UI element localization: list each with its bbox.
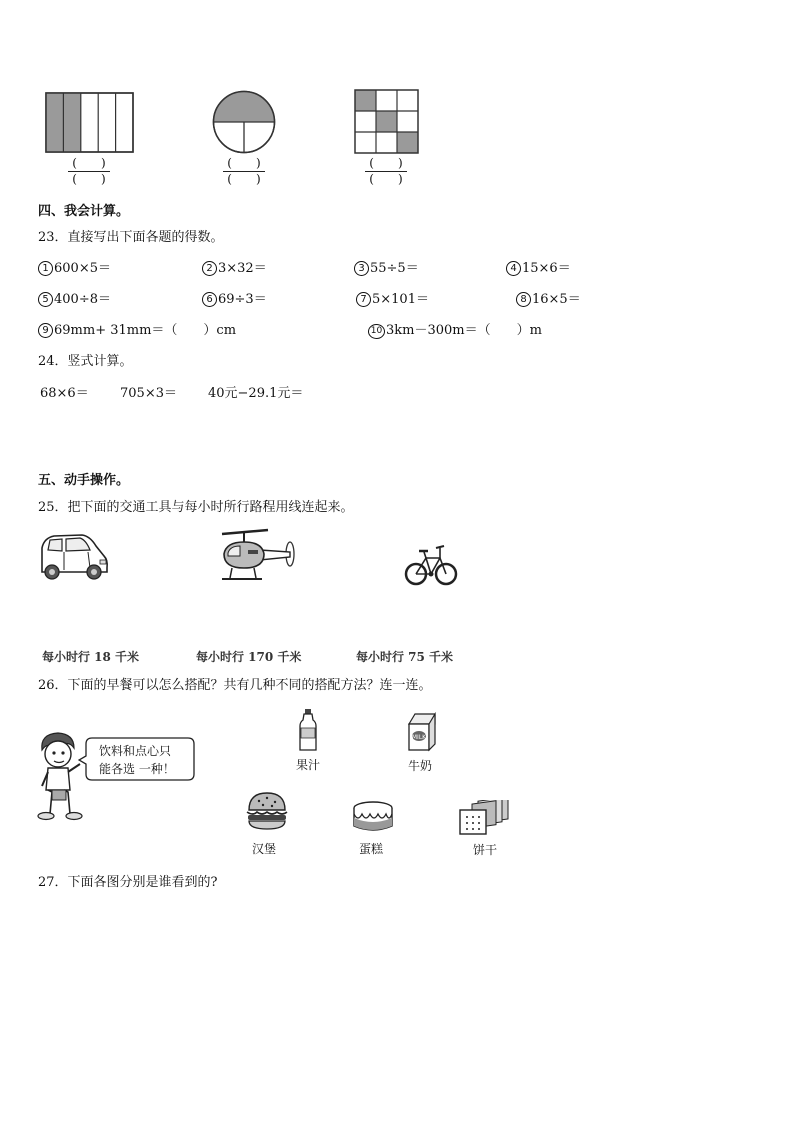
q23-item-10: 10 3km－300m＝（ ）m — [368, 323, 542, 339]
q23-item-8: 8 16×5＝ — [516, 292, 581, 308]
cake-icon — [352, 800, 394, 834]
fraction-answer-3[interactable]: ( ) ( ) — [363, 157, 409, 186]
speed-label-3: 每小时行 75 千米 — [356, 650, 454, 664]
q23-item-3: 3 55÷5＝ — [354, 261, 419, 277]
drink-label-milk: 牛奶 — [408, 759, 433, 773]
juice-bottle-icon — [298, 708, 318, 752]
speed-label-1: 每小时行 18 千米 — [42, 650, 140, 664]
q23-item-4: 4 15×6＝ — [506, 261, 571, 277]
milk-carton-icon — [405, 712, 439, 752]
speech-bubble-line-1: 饮料和点心只 — [99, 744, 172, 758]
section-4-title: 四、我会计算。 — [38, 204, 130, 219]
q24-item-3: 40元−29.1元＝ — [208, 386, 304, 401]
q23-item-1: 1 600×5＝ — [38, 261, 111, 277]
q24-title: 24．竖式计算。 — [38, 354, 133, 369]
fraction-answer-2[interactable]: ( ) ( ) — [221, 157, 267, 186]
rectangle-fraction-figure — [45, 92, 135, 154]
q23-item-2: 2 3×32＝ — [202, 261, 267, 277]
circle-fraction-figure — [212, 90, 278, 156]
car-icon — [38, 532, 110, 584]
q23-item-6: 6 69÷3＝ — [202, 292, 267, 308]
q25-title: 25．把下面的交通工具与每小时所行路程用线连起来。 — [38, 500, 354, 515]
q26-title: 26．下面的早餐可以怎么搭配？共有几种不同的搭配方法？连一连。 — [38, 678, 432, 693]
snack-label-cake: 蛋糕 — [359, 842, 384, 856]
helicopter-icon — [216, 528, 302, 590]
q23-item-5: 5 400÷8＝ — [38, 292, 111, 308]
bicycle-icon — [404, 528, 458, 590]
drink-label-juice: 果汁 — [296, 758, 321, 772]
biscuit-icon — [458, 800, 512, 836]
snack-label-biscuit: 饼干 — [473, 843, 498, 857]
speed-label-2: 每小时行 170 千米 — [196, 650, 302, 664]
fraction-answer-1[interactable]: ( ) ( ) — [66, 157, 112, 186]
section-5-title: 五、动手操作。 — [38, 473, 130, 488]
svg-text:MILK: MILK — [411, 734, 427, 741]
q23-item-9: 9 69mm+ 31mm＝（ ）cm — [38, 323, 236, 339]
speech-bubble-line-2: 能各选 一种！ — [99, 762, 175, 776]
hamburger-icon — [245, 790, 289, 832]
q24-item-2: 705×3＝ — [120, 386, 177, 401]
q23-item-7: 7 5×101＝ — [356, 292, 429, 308]
snack-label-hamburger: 汉堡 — [252, 842, 277, 856]
q23-title: 23．直接写出下面各题的得数。 — [38, 230, 224, 245]
q24-item-1: 68×6＝ — [40, 386, 89, 401]
q27-title: 27．下面各图分别是谁看到的? — [38, 875, 218, 890]
grid-fraction-figure — [354, 89, 420, 155]
